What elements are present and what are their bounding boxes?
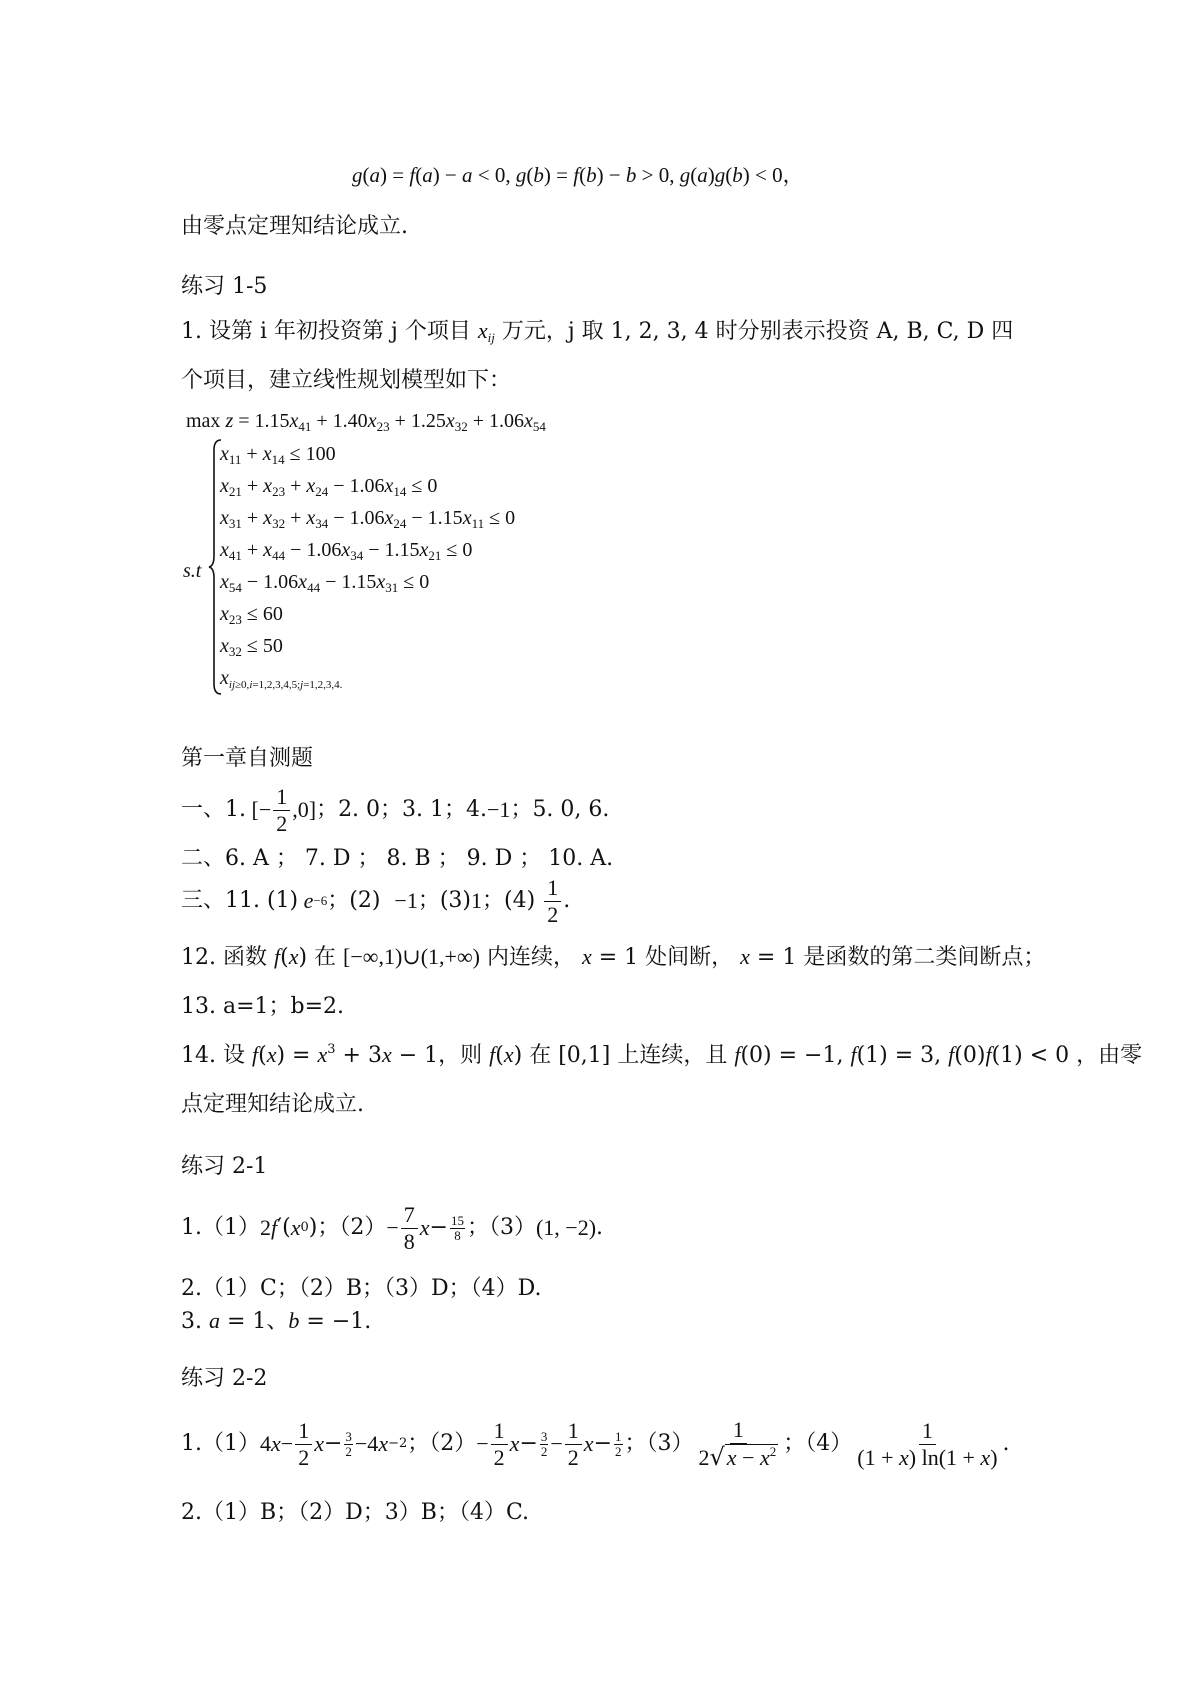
problem-1-5-line2: 个项目，建立线性规划模型如下： xyxy=(181,368,512,393)
answer-14-line1: 14. 设 $f(x) = x^3 + 3x - 1$，则 f(x) 在 [0,1] 上连续，且 f(0) = −1, f(1) = 3, f(0)f(1) < 0 ，由零 xyxy=(181,1042,1143,1068)
answer-13: 13. a=1；b=2. xyxy=(181,994,345,1019)
exercise-2-2-item2: 2.（1）B；（2）D；3）B；（4）C. xyxy=(181,1500,529,1525)
exercise-2-1-item3: 3. a = 1、b = −1. xyxy=(181,1308,372,1334)
conclusion-text: 由零点定理知结论成立. xyxy=(181,214,408,239)
answers-part-2: 二、6. A ； 7. D ； 8. B ； 9. D ； 10. A. xyxy=(181,846,614,871)
section-title-1-5: 练习 1-5 xyxy=(181,274,268,299)
answers-part-3: 三、11. (1) e −6 ；(2) −1 ；(3) 1 ；(4) $\frac{1}{2}$ . xyxy=(181,874,571,927)
constraint-6: $x_{23} \le 60$ xyxy=(220,603,283,627)
answer-14-line2: 点定理知结论成立. xyxy=(181,1092,364,1117)
constraint-1: $x_{11} + x_{14} \le 100$ xyxy=(220,443,336,467)
constraint-3: $x_{31} + x_{32} + x_{34} - 1.06x_{24} - 1.15x_{11} \le 0$ xyxy=(220,507,516,531)
formula-g: g(a) = f(a) − a < 0, g(b) = f(b) − b > 0, g(a)g(b) < 0， xyxy=(352,163,804,187)
exercise-2-1-item2: 2.（1）C；（2）B；（3）D；（4）D. xyxy=(181,1276,542,1301)
objective-function: $\max z = 1.15x_{41} + 1.40x_{23} + 1.25x_{32} + 1.06x_{54}$ xyxy=(186,410,546,434)
section-title-2-1: 练习 2-1 xyxy=(181,1154,268,1179)
answer-12: 12. 函数 f(x) 在 [−∞,1)∪(1,+∞) 内连续， x = 1 处间断， x = 1 是函数的第二类间断点； xyxy=(181,944,1046,970)
exercise-2-2-item1: 1.（1） 4 x − $\frac{1}{2}$ x − $\frac{3}{2}$ −4 x −2 ；（2） − $\frac{1}{2}$ x − $\frac{3}{2}$ − $\frac{1}{2}$ x − $\frac{1}{2}$ ；（3） $\frac{1}{2√x - x^2}$ ；（4） $\frac{1}{(1 + x) \ln(1 + x)}$ . xyxy=(181,1417,1010,1471)
constraint-8: $x_{ij\ge 0,i=1,2,3,4,5;j=1,2,3,4.}$ xyxy=(220,667,343,691)
problem-1-5-line1: 1. 设第 i 年初投资第 j 个项目 $x_{ij}$ 万元，j 取 1, 2, 3, 4 时分别表示投资 A, B, C, D 四 xyxy=(181,318,1014,345)
st-label: s.t xyxy=(183,560,202,582)
constraint-4: $x_{41} + x_{44} - 1.06x_{34} - 1.15x_{21} \le 0$ xyxy=(220,539,473,563)
exercise-2-1-item1: 1.（1） 2 f ′( x 0 )；（2） − $\frac{7}{8}$ x − $\frac{15}{8}$ ；（3） (1, −2) . xyxy=(181,1201,604,1254)
answers-part-1: 一、1. [− $\frac{1}{2}$ ,0] ；2. 0；3. 1；4. −1 ；5. 0, 6. xyxy=(181,783,610,836)
constraint-2: $x_{21} + x_{23} + x_{24} - 1.06x_{14} \le 0$ xyxy=(220,475,438,499)
constraint-5: $x_{54} - 1.06x_{44} - 1.15x_{31} \le 0$ xyxy=(220,571,430,595)
constraint-7: $x_{32} \le 50$ xyxy=(220,635,283,659)
section-title-2-2: 练习 2-2 xyxy=(181,1366,268,1391)
chapter-self-test-title: 第一章自测题 xyxy=(181,746,314,771)
